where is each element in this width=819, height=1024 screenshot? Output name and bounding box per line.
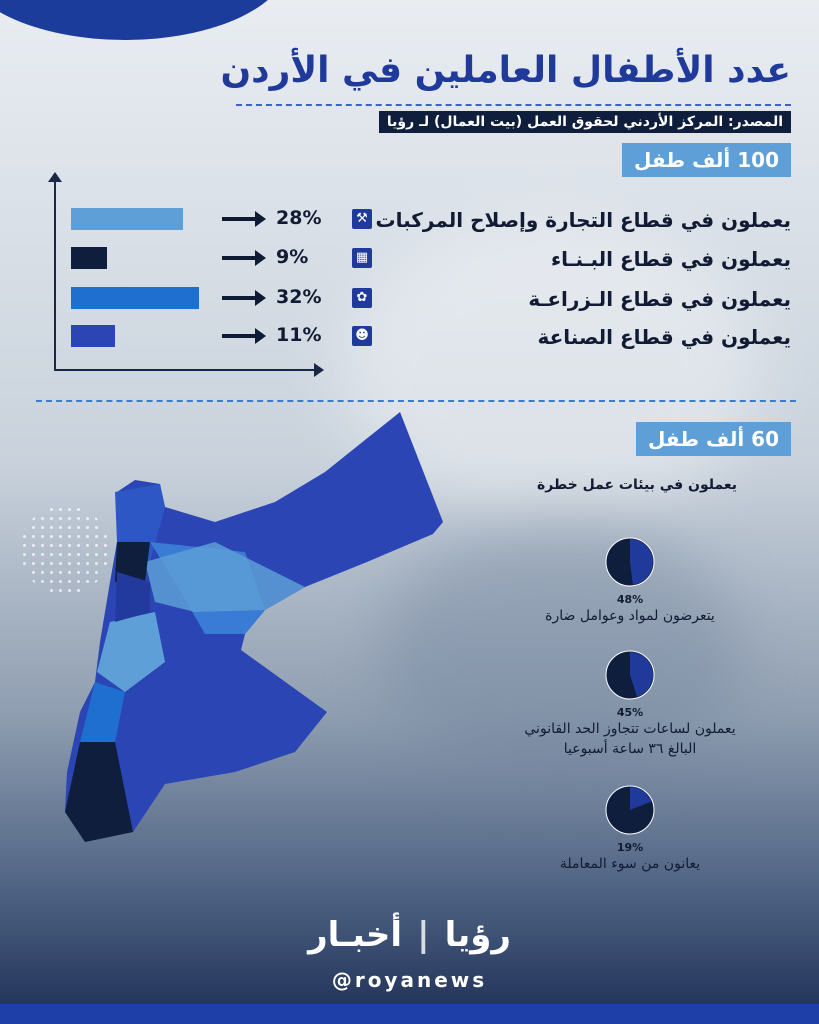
page-title: عدد الأطفال العاملين في الأردن [220,50,791,91]
brand-divider: | [417,915,430,955]
arrow-icon [222,256,256,260]
bottom-accent-bar [0,1004,819,1024]
value-label-construction: 9% [276,246,309,268]
chart-x-axis [54,369,316,371]
farmer-icon: ✿ [352,288,372,308]
building-icon: ▦ [352,248,372,268]
social-handle: @royanews [331,968,488,992]
pie-value-mistreatment: 19% [616,841,644,854]
pie-value-hours: 45% [616,706,644,719]
category-label-industry: يعملون في قطاع الصناعة [537,325,791,349]
jordan-map [55,412,450,842]
mechanic-icon: ⚒ [352,209,372,229]
section-divider [36,400,796,402]
brand-news: أخبـار [308,915,403,955]
bar-trade [71,208,183,230]
pie-value-harmful: 48% [616,593,644,606]
brand-roya: رؤيا [444,915,511,955]
pie-caption-harmful: يتعرضون لمواد وعوامل ضارة [545,608,715,624]
category-label-trade: يعملون في قطاع التجارة وإصلاح المركبات [375,208,791,232]
value-label-industry: 11% [276,324,322,346]
pie-caption-mistreatment: يعانون من سوء المعاملة [559,856,701,872]
pie-chart-harmful [605,537,655,587]
top-decorative-arc [0,0,290,40]
pie-item-hours [520,650,740,759]
title-divider [236,104,791,106]
bar-industry [71,325,115,347]
pie-item-mistreatment [520,785,740,874]
bar-construction [71,247,107,269]
pie-caption-hours-2: البالغ ٣٦ ساعة أسبوعيا [563,741,697,757]
category-label-agriculture: يعملون في قطاع الـزراعـة [528,287,791,311]
worker-icon: ☻ [352,326,372,346]
pie-item-harmful [520,537,740,626]
hazard-subtitle: يعملون في بيئات عمل خطرة [537,477,737,493]
value-label-trade: 28% [276,207,322,229]
source-note: المصدر: المركز الأردني لحقوق العمل (بيت العمال) لـ رؤيا [379,111,791,133]
total-children-badge: 100 ألف طفل [622,143,791,177]
chart-y-axis [54,180,56,370]
arrow-icon [222,296,256,300]
hazard-children-badge: 60 ألف طفل [636,422,791,456]
arrow-icon [222,334,256,338]
pie-slice-harmful [630,539,653,585]
pie-chart-mistreatment [605,785,655,835]
bar-agriculture [71,287,199,309]
arrow-icon [222,217,256,221]
pie-caption-hours: يعملون لساعات تتجاوز الحد القانوني [524,721,736,737]
value-label-agriculture: 32% [276,286,322,308]
brand-logo [0,915,819,955]
category-label-construction: يعملون في قطاع البـنـاء [550,247,791,271]
pie-chart-hours [605,650,655,700]
